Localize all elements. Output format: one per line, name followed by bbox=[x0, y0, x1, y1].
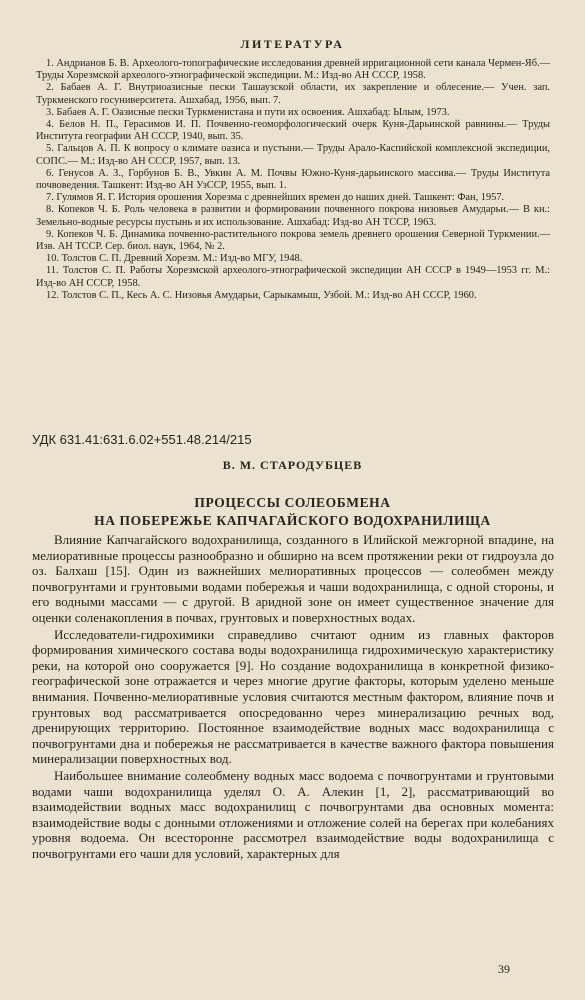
reference-item: 11. Толстов С. П. Работы Хорезмской археолого-этнографической экспедиции АН СССР в 1949—1953 гг. М.: Изд-во АН СССР, 1958. bbox=[36, 265, 550, 289]
reference-item: 6. Генусов А. З., Горбунов Б. В., Увкин А. М. Почвы Южно-Куня-дарьинского массива.— Труды Института почвоведения. Ташкент: Изд-во АН УзССР, 1955, вып. 1. bbox=[36, 167, 550, 192]
article-title-line: НА ПОБЕРЕЖЬЕ КАПЧАГАЙСКОГО ВОДОХРАНИЛИЩА bbox=[94, 513, 491, 528]
reference-item: 5. Гальцов А. П. К вопросу о климате оазиса и пустыни.— Труды Арало-Каспийской комплексной экспедиции, СОПС.— М.: Изд-во АН СССР, 1957, вып. 13. bbox=[36, 143, 550, 167]
page-number: 39 bbox=[498, 962, 510, 976]
article-title bbox=[0, 494, 585, 530]
reference-item: 10. Толстов С. П. Древний Хорезм. М.: Изд-во МГУ, 1948. bbox=[46, 253, 303, 265]
article-author: В. М. СТАРОДУБЦЕВ bbox=[222, 458, 363, 472]
udk-code: УДК 631.41:631.6.02+551.48.214/215 bbox=[32, 432, 252, 447]
article-body bbox=[32, 532, 554, 862]
body-paragraph: Наибольшее внимание солеобмену водных масс водоема с почвогрунтами и грунтовыми водами чаши водохранилища уделял О. А. Алекин [1, 2], рассматривающий во взаимодействии водных масс водохранилищ с почвогрунтами два основных момента: взаимодействие воды с донными отложениями и отложение солей на берегах при колебаниях уровня водоема. Он всесторонне рассмотрел взаимодействие воды водохранилища с почвогрунтами его чаши для условий, характерных для bbox=[32, 767, 554, 861]
reference-item: 9. Копеков Ч. Б. Динамика почвенно-растительного покрова земель древнего орошения Северной Туркмении.— Изв. АН ТССР. Сер. биол. наук, 1964, № 2. bbox=[36, 228, 550, 253]
reference-item: 4. Белов Н. П., Герасимов И. П. Почвенно-геоморфологический очерк Куня-Дарьинской равнины.— Труды Института географии АН СССР, 1940, вып. 35. bbox=[36, 119, 550, 143]
literature-heading: ЛИТЕРАТУРА bbox=[240, 37, 345, 51]
article-title-line: ПРОЦЕССЫ СОЛЕОБМЕНА bbox=[194, 495, 391, 510]
body-paragraph: Исследователи-гидрохимики справедливо считают одним из главных факторов формирования химического состава воды водохранилища гидрохимическую характеристику реки, на которой оно сооружается [9]. Но создание водохранилища в конкретной физико-географической зоне отражается и через многие другие факторы, которым уделено меньше внимания. Почвенно-мелиоративные условия считаются местным фактором, влияние почв и грунтовых вод рассматривается опосредованно через минерализацию речных вод, дренирующих территорию. Постоянное взаимодействие водных масс водохранилища с почвогрунтами дна и побережья не рассматривается в качестве важного фактора повышения минерализации поверхностных вод. bbox=[32, 626, 554, 767]
body-paragraph: Влияние Капчагайского водохранилища, созданного в Илийской межгорной впадине, на мелиоративные процессы разнообразно и обширно на всем протяжении реки от гидроузла до оз. Балхаш [15]. Один из важнейших мелиоративных процессов — солеобмен между почвогрунтами и грунтовыми водами побережья и чаши водохранилища, с одной стороны, и его водными массами — с другой. В аридной зоне он имеет существенное значение для оценки соленакопления в почвах, грунтовых и поверхностных водах. bbox=[32, 532, 554, 625]
reference-item: 1. Андрианов Б. В. Археолого-топографические исследования древней ирригационной сети канала Чермен-Яб.—Труды Хорезмской археолого-этнографической экспедиции. М.: Изд-во АН СССР, 1958. bbox=[36, 58, 550, 82]
reference-item: 7. Гулямов Я. Г. История орошения Хорезма с древнейших времен до наших дней. Ташкент: Фан, 1957. bbox=[46, 192, 505, 204]
reference-list bbox=[36, 58, 550, 302]
reference-item: 12. Толстов С. П., Кесь А. С. Низовья Амударьи, Сарыкамыш, Узбой. М.: Изд-во АН СССР, 1960. bbox=[46, 289, 477, 301]
reference-item: 2. Бабаев А. Г. Внутриоазисные пески Ташаузской области, их закрепление и облесение.— Учен. зап. Туркменского госуниверситета. Ашхабад, 1956, вып. 7. bbox=[36, 82, 550, 106]
reference-item: 3. Бабаев А. Г. Оазисные пески Туркменистана и пути их освоения. Ашхабад: Ылым, 1973. bbox=[46, 106, 450, 118]
reference-item: 8. Копеков Ч. Б. Роль человека в развитии и формировании почвенного покрова низовьев Амударьи.— В кн.: Земельно-водные ресурсы пустынь и их использование. Ашхабад: Изд-во АН ТССР, 1963. bbox=[36, 204, 550, 228]
